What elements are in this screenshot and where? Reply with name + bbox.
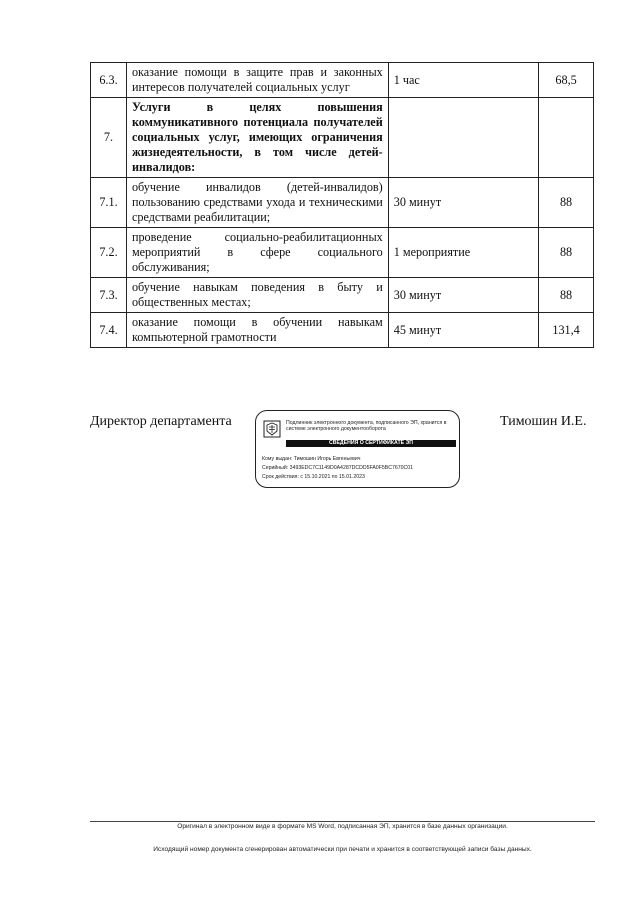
signer-name: Тимошин И.Е. xyxy=(500,414,587,429)
service-unit xyxy=(388,98,538,178)
row-number: 7.2. xyxy=(91,228,127,278)
service-unit: 1 час xyxy=(388,63,538,98)
service-name: проведение социально-реабилитационных мероприятий в сфере социального обслуживания; xyxy=(126,228,388,278)
signer-position: Директор департамента xyxy=(90,414,232,429)
service-price: 88 xyxy=(539,178,594,228)
table-row xyxy=(91,98,594,178)
table-row xyxy=(91,313,594,348)
service-name: обучение навыкам поведения в быту и общественных местах; xyxy=(126,278,388,313)
service-unit: 30 минут xyxy=(388,278,538,313)
row-number: 6.3. xyxy=(91,63,127,98)
service-price xyxy=(539,98,594,178)
e-signature-stamp xyxy=(255,410,460,488)
service-group-name: Услуги в целях повышения коммуникативного потенциала получателей социальных услуг, имеющих ограничения жизнедеятельности, в том числе детей-инвалидов: xyxy=(126,98,388,178)
service-name: оказание помощи в защите прав и законных интересов получателей социальных услуг xyxy=(126,63,388,98)
service-price: 68,5 xyxy=(539,63,594,98)
service-unit: 1 мероприятие xyxy=(388,228,538,278)
service-price: 88 xyxy=(539,278,594,313)
footer-note-original: Оригинал в электронном виде в формате MS Word, подписанная ЭП, хранится в базе данных организации. xyxy=(177,823,508,830)
coat-of-arms-icon xyxy=(262,419,282,439)
service-price: 88 xyxy=(539,228,594,278)
stamp-header: Подлинник электронного документа, подписанного ЭП, хранится в системе электронного документооборота xyxy=(286,420,447,433)
table-row xyxy=(91,278,594,313)
service-name: оказание помощи в обучении навыкам компьютерной грамотности xyxy=(126,313,388,348)
footer-note-number: Исходящий номер документа сгенерирован автоматически при печати и хранится в соответствующей записи базы данных. xyxy=(153,846,532,853)
table-row xyxy=(91,228,594,278)
certificate-owner: Кому выдан: Тимошин Игорь Евгеньевич xyxy=(262,456,361,462)
service-unit: 30 минут xyxy=(388,178,538,228)
services-table-body xyxy=(91,63,594,348)
services-table xyxy=(90,62,594,348)
row-number: 7.3. xyxy=(91,278,127,313)
table-row xyxy=(91,178,594,228)
row-number: 7.1. xyxy=(91,178,127,228)
table-row xyxy=(91,63,594,98)
certificate-validity: Срок действия: с 15.10.2021 по 15.01.2023 xyxy=(262,474,365,480)
service-price: 131,4 xyxy=(539,313,594,348)
service-unit: 45 минут xyxy=(388,313,538,348)
stamp-title: СВЕДЕНИЯ О СЕРТИФИКАТЕ ЭП xyxy=(286,440,456,447)
service-name: обучение инвалидов (детей-инвалидов) пользованию средствами ухода и техническими средствами реабилитации; xyxy=(126,178,388,228)
row-number: 7.4. xyxy=(91,313,127,348)
footer-divider xyxy=(90,821,595,822)
certificate-serial: Серийный: 3493EDC7C1149D0A4287DCDD5FA0F5BC7670C01 xyxy=(262,465,414,471)
row-number: 7. xyxy=(91,98,127,178)
